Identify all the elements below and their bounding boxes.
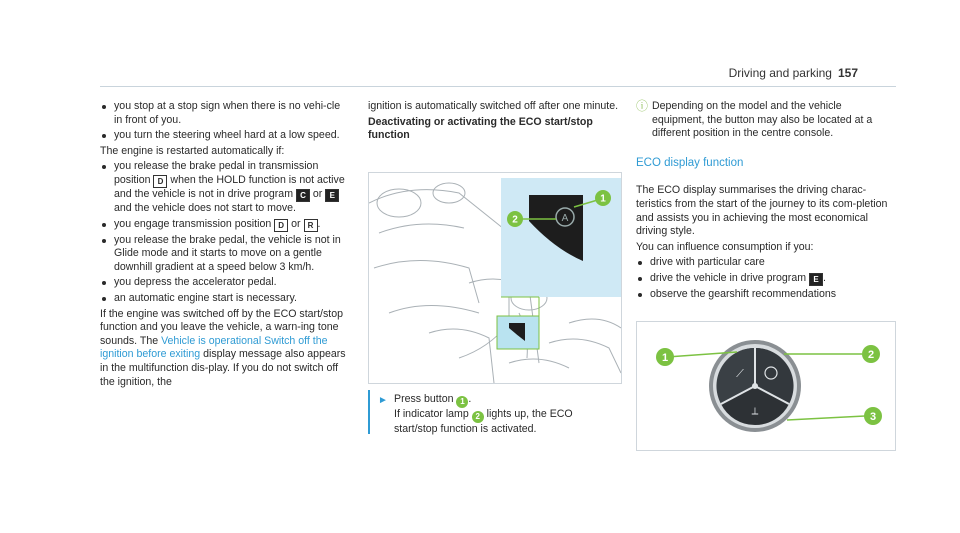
key-e-icon: E bbox=[325, 189, 339, 202]
callout-2-icon: 2 bbox=[472, 411, 484, 423]
key-d-icon: D bbox=[274, 219, 288, 232]
list-item: you release the brake pedal, the vehicle is not in Glide mode and it starts to move on a gentle downhill gradient at a speed below 3 km/h. bbox=[100, 234, 346, 275]
page-number: 157 bbox=[837, 66, 858, 80]
svg-text:A: A bbox=[561, 213, 569, 224]
svg-text:1: 1 bbox=[661, 352, 669, 364]
list-item: you engage transmission position D or R . bbox=[100, 218, 346, 232]
list-item: you turn the steering wheel hard at a low speed. bbox=[100, 129, 346, 143]
key-e-icon: E bbox=[809, 273, 823, 286]
svg-text:1: 1 bbox=[600, 193, 606, 205]
list-item: you release the brake pedal in transmission position D when the HOLD function is not active and the vehicle is not in drive program C or E and the vehicle does not start to move. bbox=[100, 160, 346, 215]
list-item: drive the vehicle in drive program E . bbox=[636, 272, 896, 286]
list-item: you stop at a stop sign when there is no vehi-cle in front of you. bbox=[100, 100, 346, 127]
info-icon: ⓘ bbox=[636, 99, 649, 113]
callout-1-icon bbox=[656, 348, 674, 366]
section-heading: Deactivating or activating the ECO start/stop function bbox=[368, 115, 593, 142]
note-block: ⓘ Depending on the model and the vehicle equipment, the button may also be located at a different position in the centre console. bbox=[636, 99, 873, 140]
eco-button-figure bbox=[368, 172, 622, 384]
step-marker-bar bbox=[368, 390, 370, 434]
step-result: If indicator lamp 2 lights up, the ECO start/stop function is activated. bbox=[394, 408, 573, 435]
eco-paragraph-2: You can influence consumption if you: bbox=[636, 240, 814, 253]
list-item: an automatic engine start is necessary. bbox=[100, 292, 346, 306]
callout-1-icon: 1 bbox=[456, 396, 468, 408]
key-d-icon: D bbox=[153, 175, 167, 188]
svg-text:2: 2 bbox=[512, 214, 518, 226]
list-item: observe the gearshift recommendations bbox=[636, 288, 896, 302]
svg-text:⟂: ⟂ bbox=[751, 406, 759, 417]
key-c-icon: C bbox=[296, 189, 310, 202]
eco-display-illustration bbox=[637, 322, 895, 450]
step-instructions bbox=[378, 393, 618, 437]
restart-intro: The engine is restarted automatically if: bbox=[100, 144, 285, 157]
page-header bbox=[729, 66, 858, 80]
callout-2-icon bbox=[507, 211, 523, 227]
section-title: ECO display function bbox=[636, 156, 744, 169]
header-divider bbox=[100, 86, 896, 87]
list-item: you depress the accelerator pedal. bbox=[100, 276, 346, 290]
list-item: drive with particular care bbox=[636, 256, 896, 270]
display-message-link[interactable]: Vehicle is operational Switch off the ignition before exiting bbox=[100, 334, 328, 361]
svg-text:2: 2 bbox=[867, 349, 875, 361]
svg-text:3: 3 bbox=[869, 411, 877, 423]
column-3 bbox=[636, 100, 896, 304]
key-r-icon: R bbox=[304, 219, 318, 232]
svg-text:⟋: ⟋ bbox=[736, 367, 744, 380]
step-1: ► Press button 1 . bbox=[378, 393, 472, 406]
callout-3-icon bbox=[864, 407, 882, 425]
warning-paragraph: If the engine was switched off by the ECO start/stop function and you leave the vehicle, a warn-ing tone sounds. The Vehicle is operational Switch off the ignition before exiting display message also appears in the multifunction dis-play. If you do not switch off the ignition, the bbox=[100, 307, 346, 388]
eco-display-figure bbox=[636, 321, 896, 451]
callout-2-icon bbox=[862, 345, 880, 363]
callout-1-icon bbox=[595, 190, 611, 206]
column-2 bbox=[368, 100, 620, 145]
centre-console-illustration bbox=[369, 173, 621, 383]
arrow-icon: ► bbox=[378, 395, 388, 406]
eco-paragraph-1: The ECO display summarises the driving charac-teristics from the start of the journey to its com-pletion and assists you in achieving the most economical driving style. bbox=[636, 184, 888, 238]
column-1 bbox=[100, 100, 346, 391]
continuation-text: ignition is automatically switched off after one minute. bbox=[368, 100, 619, 112]
header-title: Driving and parking bbox=[728, 66, 832, 80]
